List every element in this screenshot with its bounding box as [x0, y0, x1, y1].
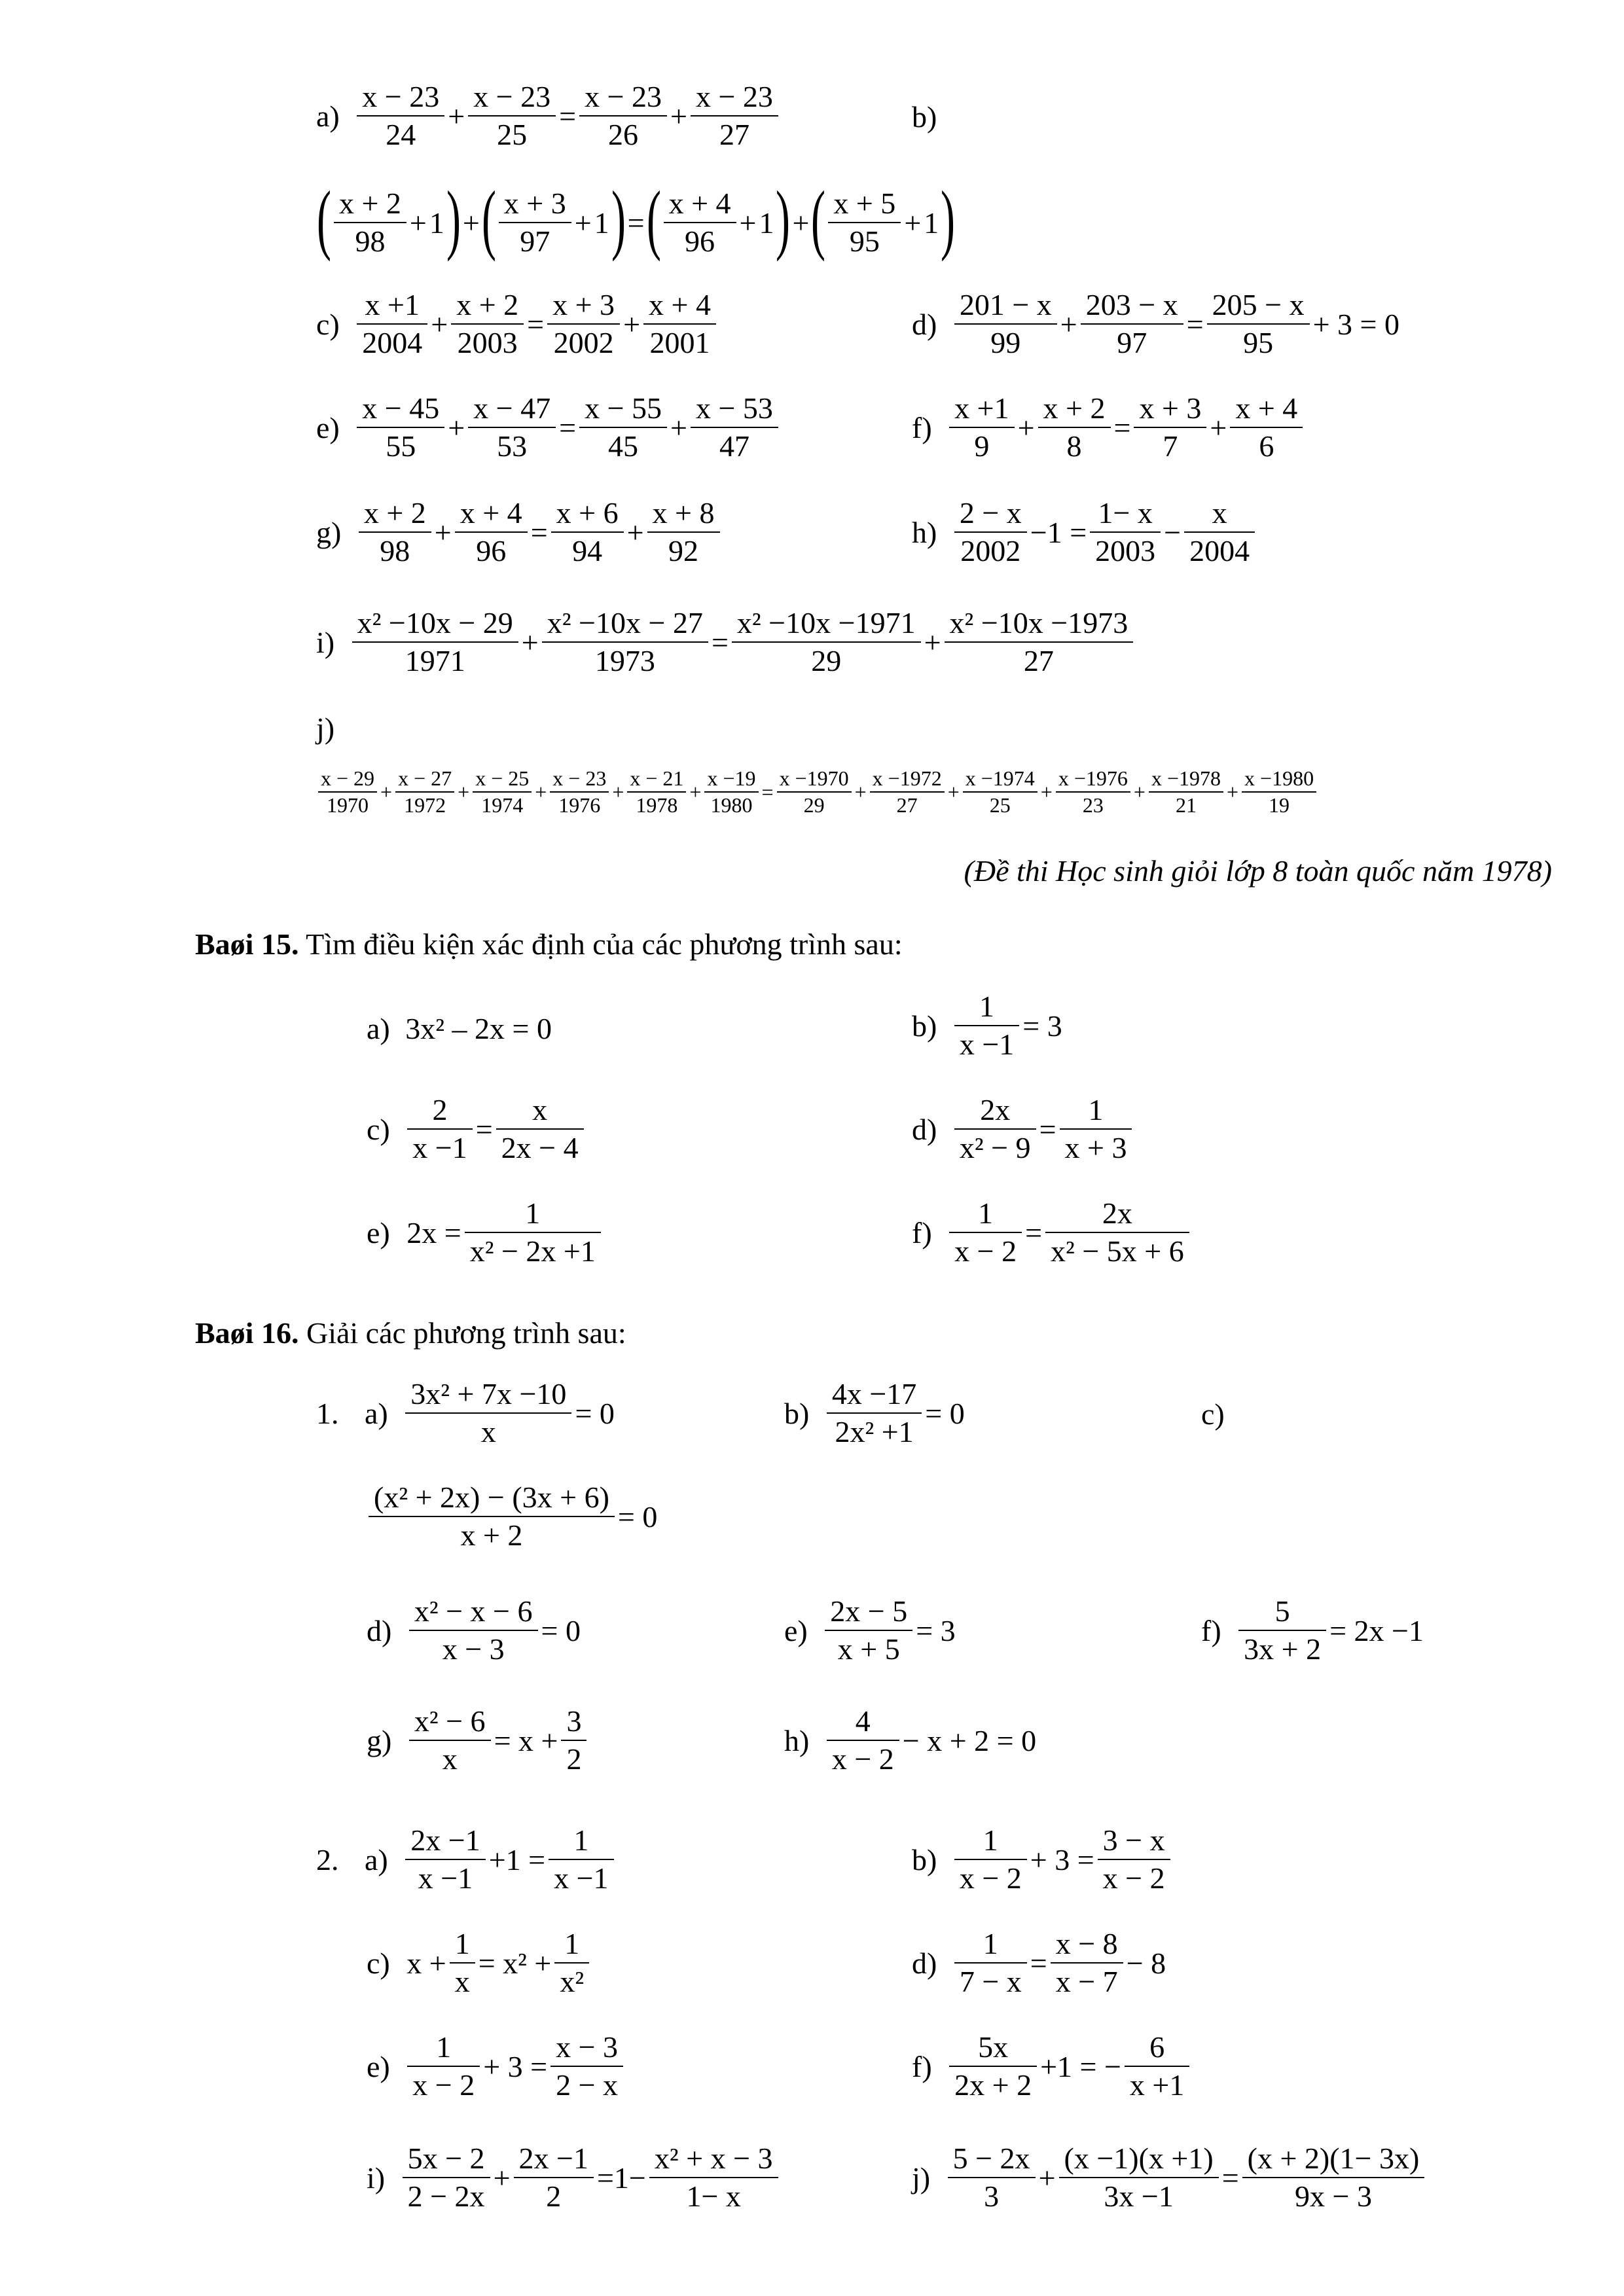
ex16-2-j: j) $\frac{5 - 2x}{3}$ + $\frac{(x -1)(x +1)}{3x -1}$ = $\frac{(x + 2)(1- 3x)}{9x - 3}$: [912, 2140, 1426, 2215]
exercise-prompt: Giải các phương trình sau:: [306, 1316, 626, 1350]
ex15-c: c) $\frac{2}{x -1}$ = $\frac{x}{2x - 4}$: [367, 1092, 586, 1166]
fraction: $\frac{1}{\text{x² − 2x +1}}$: [465, 1195, 601, 1270]
ex15-f: f) $\frac{1}{x - 2}$ = $\frac{2x}{\text{x² − 5x + 6}}$: [912, 1195, 1191, 1270]
ex14-b-label: b): [912, 100, 937, 134]
fraction: $\frac{x + 8}{92}$: [647, 495, 720, 569]
fraction: $\frac{1}{x - 2}$: [407, 2029, 480, 2104]
exercise-prompt: Tìm điều kiện xác định của các phương trình sau:: [306, 927, 903, 961]
fraction: $\frac{4}{x - 2}$: [827, 1703, 899, 1778]
fraction: $\frac{\text{x² + x − 3}}{1- x}$: [649, 2140, 778, 2215]
fraction: $\frac{201 - x}{99}$: [954, 287, 1057, 361]
fraction: $\frac{5x - 2}{2 - 2x}$: [403, 2140, 490, 2215]
ex15-d: d) $\frac{2x}{\text{x² − 9}}$ = $\frac{1}{x + 3}$: [912, 1092, 1134, 1166]
ex16-2-d: d) $\frac{1}{7 - x}$ = $\frac{x - 8}{x - 7}$ − 8: [912, 1926, 1167, 2000]
fraction: $\frac{2}{x -1}$: [407, 1092, 472, 1166]
fraction: $\frac{\text{x² − x − 6}}{x - 3}$: [409, 1593, 538, 1668]
ex16-1-c: $\frac{\text{(x² + 2x) − (3x + 6)}}{x + 2}$ = 0: [367, 1479, 659, 1554]
fraction: $\frac{x - 23}{25}$: [468, 79, 556, 153]
ex14-b: ( $\frac{x + 2}{98}$ +1)+( $\frac{x + 3}{97}$ +1)=( $\frac{x + 4}{96}$ +1)+( $\frac{x + 5}{95}$ +1): [316, 175, 956, 262]
fraction: $\frac{x + 3}{97}$: [499, 185, 571, 260]
ex14-f: f) $\frac{x +1}{9}$ + $\frac{x + 2}{8}$ = $\frac{x + 3}{7}$ + $\frac{x + 4}{6}$: [912, 390, 1305, 465]
ex15-e: e) 2x = $\frac{1}{\text{x² − 2x +1}}$: [367, 1195, 603, 1270]
fraction: $\frac{x - 23}{1976}$: [550, 766, 609, 818]
fraction: $\frac{x +1}{9}$: [949, 390, 1014, 465]
fraction: $\frac{1}{x - 2}$: [949, 1195, 1022, 1270]
part-number: 2.: [316, 1842, 339, 1876]
fraction: $\frac{x - 53}{47}$: [691, 390, 778, 465]
exercise-title: Baøi 15.: [195, 927, 299, 961]
fraction: $\frac{x}{2004}$: [1184, 495, 1255, 569]
ex15-a: a) 3x² – 2x = 0: [367, 1011, 552, 1045]
ex14-j: $\frac{x - 29}{1970}$ + $\frac{x - 27}{1972}$ + $\frac{x - 25}{1974}$ + $\frac{x - 23}{1976}$ + $\frac{x - 21}{1978}$ + $\frac{x -19}{1980}$ = $\frac{x -1970}{29}$ + $\frac{x -1972}{27}$ + $\frac{x -1974}{25}$ + $\frac{x -1976}{23}$ + $\frac{x -1978}{21}$ + $\frac{x -1980}{19}$: [316, 766, 1318, 818]
fraction: $\frac{1}{x}$: [450, 1926, 475, 2000]
fraction: $\frac{\text{(x² + 2x) − (3x + 6)}}{x + 2}$: [369, 1479, 615, 1554]
fraction: $\frac{1}{\text{x²}}$: [554, 1926, 589, 2000]
ex14-c: c) $\frac{x +1}{2004}$ + $\frac{x + 2}{2003}$ = $\frac{x + 3}{2002}$ + $\frac{x + 4}{2001}$: [316, 287, 718, 361]
fraction: $\frac{x -1972}{27}$: [870, 766, 945, 818]
fraction: $\frac{x}{2x - 4}$: [496, 1092, 584, 1166]
fraction: $\frac{6}{x +1}$: [1125, 2029, 1189, 2104]
fraction: $\frac{2x}{\text{x² − 9}}$: [954, 1092, 1036, 1166]
ex16-1-e: e) $\frac{2x - 5}{x + 5}$ = 3: [784, 1593, 957, 1668]
fraction: $\frac{2x -1}{x -1}$: [405, 1822, 485, 1897]
fraction: $\frac{1}{x -1}$: [549, 1822, 613, 1897]
ex16-1-g: g) $\frac{\text{x² − 6}}{x}$ = x + $\frac{3}{2}$: [367, 1703, 588, 1778]
fraction: $\frac{x - 3}{2 - x}$: [550, 2029, 623, 2104]
ex16-2-i: i) $\frac{5x - 2}{2 - 2x}$ + $\frac{2x -1}{2}$ =1− $\frac{\text{x² + x − 3}}{1- x}$: [367, 2140, 780, 2215]
fraction: $\frac{x + 2}{2003}$: [451, 287, 524, 361]
fraction: $\frac{x - 29}{1970}$: [318, 766, 377, 818]
fraction: $\frac{x - 25}{1974}$: [473, 766, 532, 818]
fraction: $\frac{203 - x}{97}$: [1081, 287, 1183, 361]
ex14-d: d) $\frac{201 - x}{99}$ + $\frac{203 - x}{97}$ = $\frac{205 - x}{95}$ + 3 = 0: [912, 287, 1401, 361]
fraction: $\frac{1}{x -1}$: [954, 988, 1019, 1063]
fraction: $\frac{\text{x² −10x −1971}}{29}$: [732, 605, 921, 679]
fraction: $\frac{x -19}{1980}$: [704, 766, 758, 818]
fraction: $\frac{x + 2}{98}$: [334, 185, 406, 260]
ex16-2-a: 2. a) $\frac{2x -1}{x -1}$ +1 = $\frac{1}{x -1}$: [316, 1822, 616, 1897]
fraction: $\frac{1}{7 - x}$: [954, 1926, 1027, 2000]
fraction: $\frac{x - 55}{45}$: [579, 390, 667, 465]
fraction: $\frac{2x -1}{2}$: [514, 2140, 594, 2215]
fraction: $\frac{1}{x - 2}$: [954, 1822, 1027, 1897]
fraction: $\frac{2x}{\text{x² − 5x + 6}}$: [1045, 1195, 1189, 1270]
fraction: $\frac{3 - x}{x - 2}$: [1098, 1822, 1170, 1897]
fraction: $\frac{x + 2}{8}$: [1038, 390, 1111, 465]
fraction: $\frac{x + 4}{96}$: [455, 495, 528, 569]
part-number: 1.: [316, 1396, 339, 1430]
fraction: $\frac{x + 4}{96}$: [664, 185, 736, 260]
fraction: $\frac{2 - x}{2002}$: [954, 495, 1027, 569]
fraction: $\frac{\text{x² −10x − 29}}{1971}$: [352, 605, 518, 679]
fraction: $\frac{x + 3}{2002}$: [547, 287, 620, 361]
ex16-1-f: f) $\frac{5}{3x + 2}$ = 2x −1: [1201, 1593, 1425, 1668]
fraction: $\frac{5 - 2x}{3}$: [948, 2140, 1036, 2215]
fraction: $\frac{x - 23}{24}$: [357, 79, 444, 153]
ex16-1-h: h) $\frac{4}{x - 2}$ − x + 2 = 0: [784, 1703, 1038, 1778]
fraction: $\frac{x -1976}{23}$: [1056, 766, 1130, 818]
fraction: $\frac{\text{x² −10x −1973}}{27}$: [945, 605, 1134, 679]
fraction: $\frac{x + 3}{7}$: [1134, 390, 1206, 465]
fraction: $\frac{1- x}{2003}$: [1090, 495, 1161, 569]
fraction: $\frac{x -1978}{21}$: [1149, 766, 1223, 818]
fraction: $\frac{x + 4}{2001}$: [643, 287, 716, 361]
ex14-i: i) $\frac{\text{x² −10x − 29}}{1971}$ + $\frac{\text{x² −10x − 27}}{1973}$ = $\frac{\text{x² −10x −1971}}{29}$ + $\frac{\text{x² −10x −1973}}{27}$: [316, 605, 1135, 679]
fraction: $\frac{x + 2}{98}$: [359, 495, 431, 569]
fraction: $\frac{(x -1)(x +1)}{3x -1}$: [1059, 2140, 1219, 2215]
item-label: a): [316, 99, 340, 133]
fraction: $\frac{\text{x² −10x − 27}}{1973}$: [542, 605, 708, 679]
fraction: $\frac{x + 5}{95}$: [828, 185, 901, 260]
fraction: $\frac{\text{3x² + 7x −10}}{x}$: [405, 1376, 571, 1450]
ex15-b: b) $\frac{1}{x -1}$ = 3: [912, 988, 1064, 1063]
ex14-e: e) $\frac{x - 45}{55}$ + $\frac{x - 47}{53}$ = $\frac{x - 55}{45}$ + $\frac{x - 53}{47}$: [316, 390, 780, 465]
fraction: $\frac{x - 47}{53}$: [468, 390, 556, 465]
fraction: $\frac{x - 8}{x - 7}$: [1051, 1926, 1123, 2000]
fraction: $\frac{x - 23}{26}$: [579, 79, 667, 153]
fraction: $\frac{\text{x² − 6}}{x}$: [409, 1703, 491, 1778]
ex16-2-e: e) $\frac{1}{x - 2}$ + 3 = $\frac{x - 3}{2 - x}$: [367, 2029, 625, 2104]
fraction: $\frac{x -1974}{25}$: [963, 766, 1038, 818]
ex16-2-c: c) x + $\frac{1}{x}$ = x² + $\frac{1}{\text{x²}}$: [367, 1926, 591, 2000]
fraction: $\frac{x - 45}{55}$: [357, 390, 444, 465]
fraction: $\frac{x +1}{2004}$: [357, 287, 427, 361]
ex14-g: g) $\frac{x + 2}{98}$ + $\frac{x + 4}{96}$ = $\frac{x + 6}{94}$ + $\frac{x + 8}{92}$: [316, 495, 722, 569]
fraction: $\frac{4x -17}{\text{2x² +1}}$: [827, 1376, 922, 1450]
fraction: $\frac{5x}{2x + 2}$: [949, 2029, 1037, 2104]
fraction: $\frac{x - 27}{1972}$: [395, 766, 454, 818]
fraction: $\frac{x - 23}{27}$: [691, 79, 778, 153]
ex16-1-b: b) $\frac{4x -17}{\text{2x² +1}}$ = 0: [784, 1376, 966, 1450]
source-note: (Đề thi Học sinh giỏi lớp 8 toàn quốc năm 1978): [964, 854, 1552, 888]
fraction: $\frac{x + 4}{6}$: [1230, 390, 1303, 465]
ex14-h: h) $\frac{2 - x}{2002}$ −1 = $\frac{1- x}{2003}$ − $\frac{x}{2004}$: [912, 495, 1257, 569]
ex16-heading: [195, 1316, 626, 1350]
fraction: $\frac{5}{3x + 2}$: [1238, 1593, 1326, 1668]
ex16-2-f: f) $\frac{5x}{2x + 2}$ +1 = − $\frac{6}{x +1}$: [912, 2029, 1191, 2104]
fraction: $\frac{(x + 2)(1- 3x)}{9x - 3}$: [1242, 2140, 1425, 2215]
ex14-a: a) $\frac{x - 23}{24}$ + $\frac{x - 23}{25}$ = $\frac{x - 23}{26}$ + $\frac{x - 23}{27}$: [316, 79, 780, 153]
fraction: $\frac{3}{2}$: [561, 1703, 586, 1778]
exercise-title: Baøi 16.: [195, 1316, 299, 1350]
fraction: $\frac{x + 6}{94}$: [551, 495, 624, 569]
fraction: $\frac{x -1980}{19}$: [1242, 766, 1316, 818]
ex15-heading: [195, 927, 903, 961]
ex16-2-b: b) $\frac{1}{x - 2}$ + 3 = $\frac{3 - x}{x - 2}$: [912, 1822, 1172, 1897]
ex14-j-label: j): [316, 711, 335, 745]
fraction: $\frac{1}{x + 3}$: [1060, 1092, 1132, 1166]
fraction: $\frac{x - 21}{1978}$: [627, 766, 686, 818]
fraction: $\frac{205 - x}{95}$: [1207, 287, 1310, 361]
ex16-1-a: 1. a) $\frac{\text{3x² + 7x −10}}{x}$ = 0: [316, 1376, 616, 1450]
ex16-1-c-label: c): [1201, 1397, 1225, 1431]
fraction: $\frac{2x - 5}{x + 5}$: [825, 1593, 912, 1668]
ex16-1-d: d) $\frac{\text{x² − x − 6}}{x - 3}$ = 0: [367, 1593, 582, 1668]
fraction: $\frac{x -1970}{29}$: [777, 766, 852, 818]
